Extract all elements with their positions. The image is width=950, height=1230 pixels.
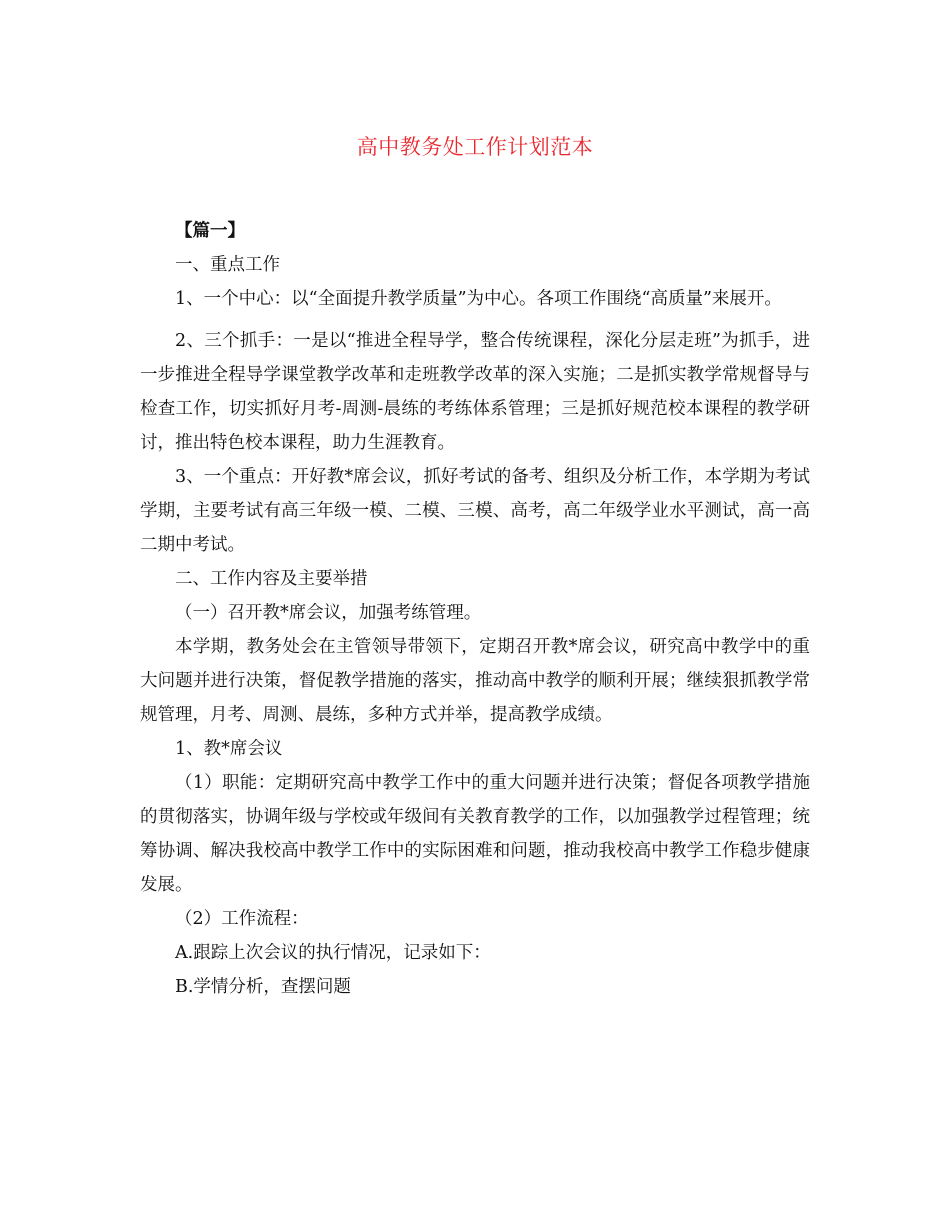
document-body [140, 214, 810, 1004]
heading-work-content: 二、工作内容及主要举措 [175, 569, 368, 589]
subheading-workflow: （2）工作流程： [175, 909, 309, 929]
paragraph-one-focus: 3、一个重点：开好教*席会议，抓好考试的备考、组织及分析工作，本学期为考试学期，主要考试有高三年级一模、二模、三模、高考，高二年级学业水平测试，高一高二期中考试。 [140, 467, 810, 555]
document-title: 高中教务处工作计划范本 [356, 135, 594, 159]
paragraph-three-levers: 2、三个抓手：一是以“推进全程导学，整合传统课程，深化分层走班”为抓手，进一步推进全程导学课堂教学改革和走班教学改革的深入实施；二是抓实教学常规督导与检查工作，切实抓好月考-周测-晨练的考练体系管理；三是抓好规范校本课程的教学研讨，推出特色校本课程，助力生涯教育。 [140, 331, 810, 453]
subheading-meeting: 1、教*席会议 [175, 739, 283, 759]
list-item-a: A.跟踪上次会议的执行情况，记录如下： [175, 943, 491, 963]
subheading-meeting-exams: （一）召开教*席会议，加强考练管理。 [175, 603, 482, 623]
heading-key-work: 一、重点工作 [175, 255, 280, 275]
paragraph-one-center: 1、一个中心：以“全面提升教学质量”为中心。各项工作围绕“高质量”来展开。 [175, 289, 782, 309]
section-heading-part-one: 【篇一】 [175, 221, 245, 241]
paragraph-this-semester: 本学期，教务处会在主管领导带领下，定期召开教*席会议，研究高中教学中的重大问题并进行决策，督促教学措施的落实，推动高中教学的顺利开展；继续狠抓教学常规管理，月考、周测、晨练，多种方式并举，提高教学成绩。 [140, 637, 810, 725]
list-item-b: B.学情分析，查摆问题 [175, 977, 351, 997]
paragraph-functions: （1）职能：定期研究高中教学工作中的重大问题并进行决策；督促各项教学措施的贯彻落实，协调年级与学校或年级间有关教育教学的工作，以加强教学过程管理；统筹协调、解决我校高中教学工作中的实际困难和问题，推动我校高中教学工作稳步健康发展。 [140, 773, 810, 895]
